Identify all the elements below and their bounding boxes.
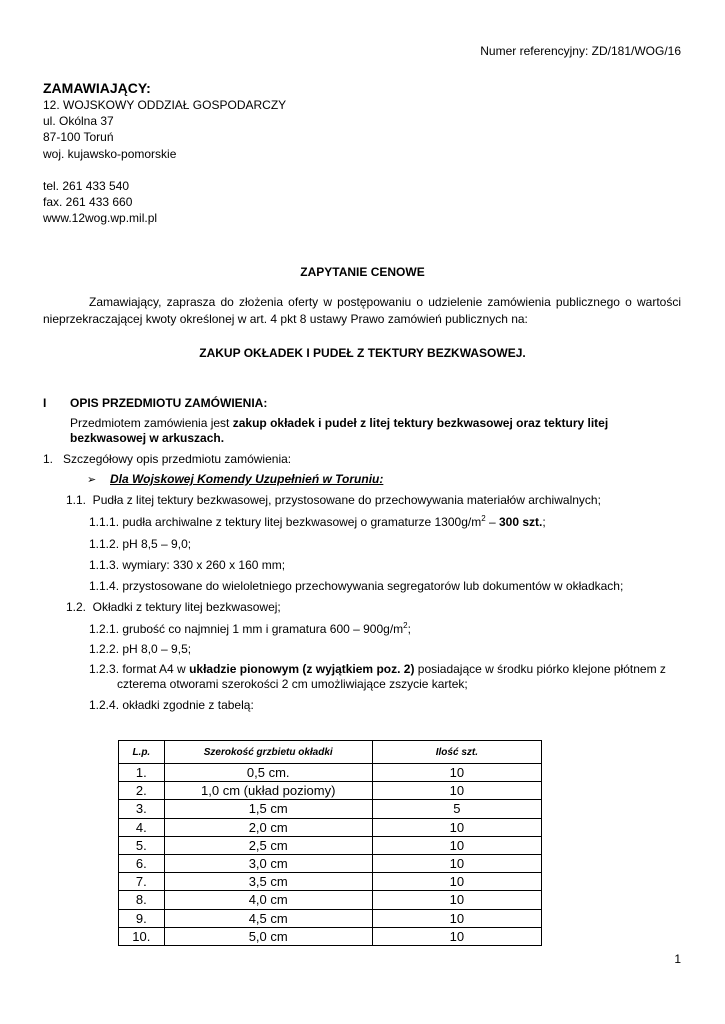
orderer-region: woj. kujawsko-pomorskie: [43, 147, 177, 161]
cell-width: 2,5 cm: [164, 836, 372, 854]
orderer-street: ul. Okólna 37: [43, 114, 114, 128]
section-description: [70, 416, 608, 430]
covers-table: [118, 740, 542, 946]
point-1-2-4: 1.2.4. okładki zgodnie z tabelą:: [89, 698, 254, 712]
description-prefix: Przedmiotem zamówienia jest: [70, 416, 233, 430]
header-quantity: Ilość szt.: [372, 741, 541, 764]
orderer-tel: tel. 261 433 540: [43, 179, 130, 193]
cell-width: 0,5 cm.: [164, 764, 372, 782]
cell-width: 2,0 cm: [164, 818, 372, 836]
cell-qty: 10: [372, 927, 541, 945]
orderer-heading: ZAMAWIAJĄCY:: [43, 80, 151, 96]
semicolon: ;: [542, 515, 546, 529]
table-row: [119, 854, 542, 872]
cell-width: 5,0 cm: [164, 927, 372, 945]
cell-width: 1,5 cm: [164, 800, 372, 818]
table-row: [119, 782, 542, 800]
point-1-2-3-prefix: 1.2.3. format A4 w: [89, 662, 190, 676]
cell-qty: 10: [372, 836, 541, 854]
point-1-1-1-text: 1.1.1. pudła archiwalne z tektury litej bezkwasowej o gramaturze 1300g/m: [89, 515, 482, 529]
point-1-2-1: [89, 621, 411, 636]
table-row: [119, 764, 542, 782]
table-row: [119, 891, 542, 909]
table-header-row: [119, 741, 542, 764]
dash: –: [485, 515, 499, 529]
arrow-bullet-icon: ➢: [87, 474, 97, 486]
cell-qty: 10: [372, 818, 541, 836]
point-1-1: 1.1. Pudła z litej tektury bezkwasowej, przystosowane do przechowywania materiałów archiwalnych;: [66, 493, 601, 507]
cell-lp: 1.: [119, 764, 165, 782]
orderer-city: 87-100 Toruń: [43, 130, 114, 144]
table-row: [119, 927, 542, 945]
cell-width: 1,0 cm (układ poziomy): [164, 782, 372, 800]
table-row: [119, 800, 542, 818]
point-1-2-3-bold: układzie pionowym (z wyjątkiem poz. 2): [189, 662, 415, 676]
cell-qty: 10: [372, 764, 541, 782]
document-title: ZAPYTANIE CENOWE: [300, 265, 425, 279]
orderer-fax: fax. 261 433 660: [43, 195, 133, 209]
quantity-300: 300 szt.: [499, 515, 543, 529]
header-lp: L.p.: [119, 741, 165, 764]
cell-qty: 5: [372, 800, 541, 818]
page-number: 1: [674, 952, 681, 966]
point-1-2-3: [89, 662, 666, 676]
cell-qty: 10: [372, 873, 541, 891]
cell-lp: 7.: [119, 873, 165, 891]
table-row: [119, 818, 542, 836]
point-1-1-3: 1.1.3. wymiary: 330 x 260 x 160 mm;: [89, 558, 286, 572]
cell-width: 3,0 cm: [164, 854, 372, 872]
reference-number: Numer referencyjny: ZD/181/WOG/16: [480, 44, 681, 58]
cell-qty: 10: [372, 782, 541, 800]
cell-lp: 6.: [119, 854, 165, 872]
table-row: [119, 836, 542, 854]
semicolon: ;: [407, 622, 411, 636]
superscript-2: 2: [481, 514, 486, 523]
orderer-name: 12. WOJSKOWY ODDZIAŁ GOSPODARCZY: [43, 98, 287, 112]
cell-lp: 10.: [119, 927, 165, 945]
cell-qty: 10: [372, 854, 541, 872]
cell-lp: 2.: [119, 782, 165, 800]
intro-paragraph: Zamawiający, zaprasza do złożenia oferty w postępowaniu o udzielenie zamówienia publicznego o wartości nieprzekraczającej kwoty określonej w art. 4 pkt 8 ustawy Prawo zamówień publicznych na:: [43, 295, 681, 326]
item-1: 1. Szczegółowy opis przedmiotu zamówienia:: [43, 452, 292, 466]
cell-qty: 10: [372, 891, 541, 909]
description-bold-line2: bezkwasowej w arkuszach.: [70, 431, 225, 445]
cell-lp: 9.: [119, 909, 165, 927]
table-row: [119, 873, 542, 891]
cell-qty: 10: [372, 909, 541, 927]
point-1-2-3-line2: czterema otworami szerokości 2 cm umożliwiające zszycie kartek;: [117, 677, 468, 691]
order-subject: ZAKUP OKŁADEK I PUDEŁ Z TEKTURY BEZKWASOWEJ.: [199, 346, 526, 360]
cell-width: 3,5 cm: [164, 873, 372, 891]
point-1-1-4: 1.1.4. przystosowane do wieloletniego przechowywania segregatorów lub dokumentów w okładkach;: [89, 579, 624, 593]
orderer-website: www.12wog.wp.mil.pl: [43, 211, 158, 225]
section-number: I: [43, 396, 47, 410]
recipient-line: [87, 472, 96, 486]
section-heading: OPIS PRZEDMIOTU ZAMÓWIENIA:: [70, 396, 268, 410]
point-1-1-1: [89, 514, 546, 529]
description-bold-line1: zakup okładek i pudeł z litej tektury bezkwasowej oraz tektury litej: [232, 416, 609, 430]
point-1-2: 1.2. Okładki z tektury litej bezkwasowej;: [66, 600, 281, 614]
cell-lp: 4.: [119, 818, 165, 836]
table-row: [119, 909, 542, 927]
recipient-name: Dla Wojskowej Komendy Uzupełnień w Toruniu:: [110, 472, 384, 486]
header-spine-width: Szerokość grzbietu okładki: [164, 741, 372, 764]
point-1-2-1-text: 1.2.1. grubość co najmniej 1 mm i gramatura 600 – 900g/m: [89, 622, 404, 636]
point-1-2-2: 1.2.2. pH 8,0 – 9,5;: [89, 642, 192, 656]
cell-lp: 8.: [119, 891, 165, 909]
cell-width: 4,5 cm: [164, 909, 372, 927]
cell-lp: 5.: [119, 836, 165, 854]
superscript-2: 2: [403, 621, 408, 630]
point-1-2-3-suffix: posiadające w środku piórko klejone płótnem z: [414, 662, 666, 676]
point-1-1-2: 1.1.2. pH 8,5 – 9,0;: [89, 537, 192, 551]
cell-width: 4,0 cm: [164, 891, 372, 909]
cell-lp: 3.: [119, 800, 165, 818]
